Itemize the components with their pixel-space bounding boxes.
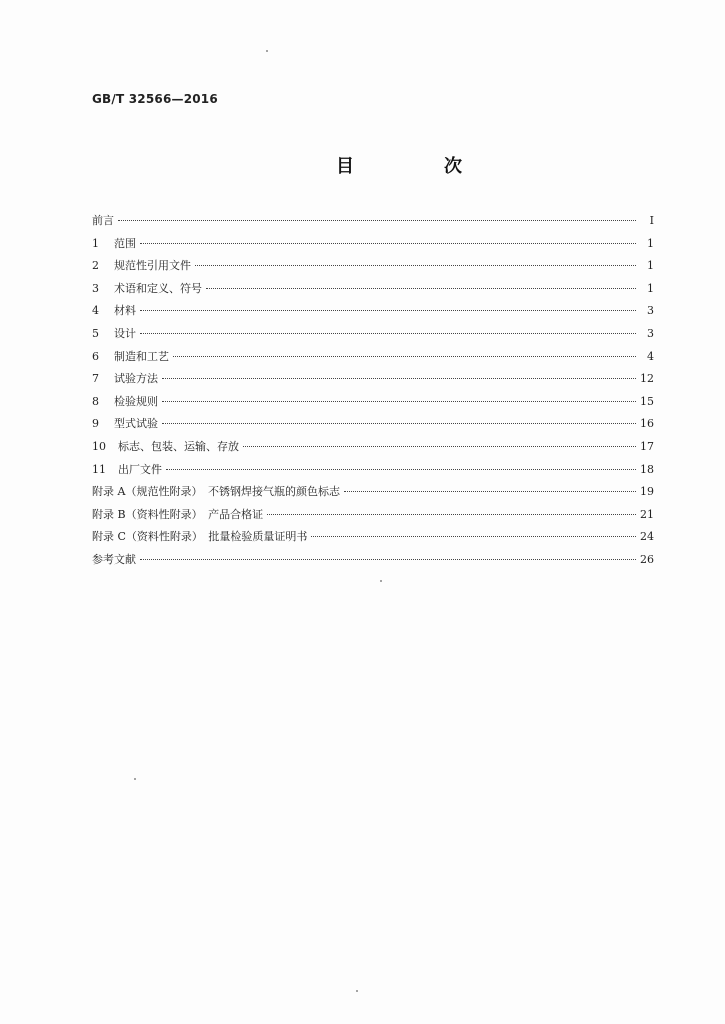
scan-speck [356,990,358,992]
toc-entry-number: 9 [92,417,99,431]
toc-entry-terms-definitions[interactable] [92,278,654,301]
toc-entry-number: 3 [92,281,99,295]
toc-entry-label: 标志、包装、运输、存放 [118,439,239,453]
scan-speck [380,580,382,582]
toc-entry-page: 1 [647,259,654,273]
toc-entry-test-methods[interactable] [92,368,654,391]
toc-entry-number: 7 [92,372,99,386]
toc-dot-leader [173,356,636,357]
toc-entry-type-test[interactable] [92,413,654,436]
toc-entry-page: 16 [640,417,654,431]
toc-entry-label: 检验规则 [114,394,158,408]
toc-dot-leader [140,333,636,334]
toc-entry-label: 设计 [114,326,136,340]
toc-dot-leader [206,288,636,289]
toc-entry-page: 21 [640,507,654,521]
toc-entry-number: 10 [92,439,106,453]
toc-entry-label: 术语和定义、符号 [114,281,202,295]
toc-dot-leader [140,243,636,244]
toc-dot-leader [162,401,636,402]
toc-entry-label: 范围 [114,236,136,250]
toc-entry-label: 试验方法 [114,372,158,386]
toc-entry-page: 3 [647,326,654,340]
toc-entry-page: 18 [640,462,654,476]
toc-entry-label: 附录 B（资料性附录） 产品合格证 [92,507,264,521]
scan-speck [266,50,268,52]
toc-entry-annex-a[interactable] [92,481,654,504]
toc-entry-page: Ⅰ [649,214,654,227]
toc-entry-label: 附录 C（资料性附录） 批量检验质量证明书 [92,530,308,544]
toc-entry-number: 8 [92,394,99,408]
toc-entry-page: 19 [640,485,654,499]
toc-entry-number: 1 [92,236,99,250]
toc-entry-page: 17 [640,439,654,453]
table-of-contents [92,210,654,572]
toc-entry-manufacturing[interactable] [92,346,654,369]
toc-entry-page: 15 [640,394,654,408]
toc-entry-number: 11 [92,462,106,476]
toc-dot-leader [166,469,636,470]
toc-entry-label: 规范性引用文件 [114,259,191,273]
toc-dot-leader [118,220,636,221]
toc-entry-page: 1 [647,236,654,250]
toc-entry-page: 12 [640,372,654,386]
toc-entry-page: 1 [647,281,654,295]
toc-entry-number: 5 [92,326,99,340]
toc-entry-label: 出厂文件 [118,462,162,476]
toc-dot-leader [267,514,636,515]
toc-dot-leader [311,536,636,537]
toc-entry-factory-documents[interactable] [92,459,654,482]
toc-entry-number: 6 [92,349,99,363]
toc-entry-design[interactable] [92,323,654,346]
toc-entry-page: 26 [640,552,654,566]
toc-dot-leader [344,491,636,492]
toc-title: 目 次 [336,156,498,177]
toc-entry-number: 2 [92,259,99,273]
toc-entry-number: 4 [92,304,99,318]
toc-dot-leader [243,446,636,447]
toc-dot-leader [162,378,636,379]
standard-number: GB/T 32566—2016 [92,92,218,106]
toc-entry-annex-c[interactable] [92,526,654,549]
scan-speck [134,778,136,780]
toc-entry-marking-packaging[interactable] [92,436,654,459]
toc-entry-label: 前言 [92,214,114,227]
toc-dot-leader [140,310,636,311]
toc-dot-leader [195,265,636,266]
toc-entry-label: 参考文献 [92,552,136,566]
toc-entry-materials[interactable] [92,300,654,323]
toc-entry-label: 附录 A（规范性附录） 不锈钢焊接气瓶的颜色标志 [92,485,340,499]
toc-entry-annex-b[interactable] [92,504,654,527]
toc-entry-page: 24 [640,530,654,544]
toc-entry-scope[interactable] [92,233,654,256]
toc-entry-label: 型式试验 [114,417,158,431]
toc-dot-leader [140,559,636,560]
toc-entry-page: 3 [647,304,654,318]
toc-entry-label: 材料 [114,304,136,318]
toc-entry-normative-references[interactable] [92,255,654,278]
toc-entry-foreword[interactable] [92,210,654,233]
toc-dot-leader [162,423,636,424]
toc-entry-label: 制造和工艺 [114,349,169,363]
toc-entry-inspection-rules[interactable] [92,391,654,414]
toc-entry-bibliography[interactable] [92,549,654,572]
toc-entry-page: 4 [647,349,654,363]
